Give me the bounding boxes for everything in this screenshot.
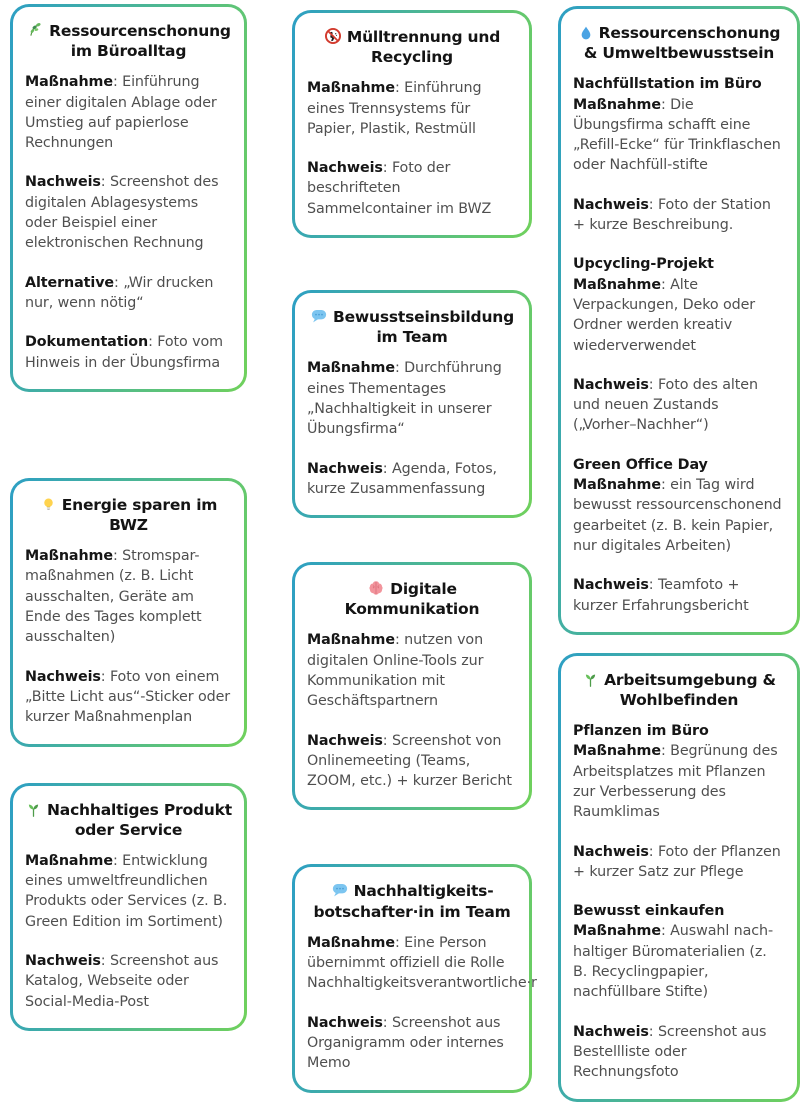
card-paragraph: Nachweis: Screenshot aus Bestellliste oder Rechnungsfoto (573, 1023, 767, 1081)
card-paragraph: Dokumentation: Foto vom Hinweis in der Übungsfirma (25, 334, 223, 371)
card-paragraph: Alternative: „Wir drucken nur, wenn nötig“ (25, 274, 214, 311)
card-title-text: Energie sparen im BWZ (61, 495, 218, 534)
lightbulb-icon (40, 496, 57, 513)
no-littering-icon (324, 27, 342, 45)
card-paragraph: Nachweis: Screenshot des digitalen Ablagesystems oder Beispiel einer elektronischen Rechnung (25, 174, 219, 252)
card-paragraph: Nachweis: Foto des alten und neuen Zustands („Vorher–Nachher“) (573, 376, 758, 434)
card-paragraph: Green Office Day Maßnahme: ein Tag wird bewusst ressourcenschonend gearbeitet (z. B. kein Papier, nur digitales Arbeiten) (573, 456, 782, 554)
column-left (10, 4, 247, 1031)
card-paragraph: Nachweis: Foto der beschrifteten Sammelcontainer im BWZ (307, 160, 492, 217)
speech-bubble-icon (331, 881, 349, 899)
card-paragraph: Nachweis: Foto der Station + kurze Beschreibung. (573, 196, 771, 234)
card-paragraph: Maßnahme: Einführung eines Trennsystems für Papier, Plastik, Restmüll (307, 80, 482, 137)
column-right (558, 6, 800, 1102)
card-title (307, 307, 517, 347)
card-paragraph: Nachweis: Screenshot aus Katalog, Webseite oder Social-Media-Post (25, 952, 219, 1010)
card-bewusstseinsbildung-team (292, 290, 532, 518)
speech-bubble-icon (310, 307, 328, 325)
card-arbeitsumgebung-wohlbefinden (558, 653, 800, 1102)
card-paragraph: Nachfüllstation im Büro Maßnahme: Die Übungsfirma schafft eine „Refill-Ecke“ für Trinkflaschen oder Nachfüll-stifte (573, 76, 781, 174)
card-paragraph: Bewusst einkaufen Maßnahme: Auswahl nach-haltiger Büromaterialien (z. B. Recyclingpapier, nachfüllbare Stifte) (573, 903, 774, 1001)
card-paragraph: Nachweis: Foto der Pflanzen + kurzer Satz zur Pflege (573, 843, 781, 880)
card-title (25, 21, 232, 61)
card-title (573, 670, 785, 710)
card-muelltrennung-recycling (292, 10, 532, 238)
card-title (25, 495, 232, 535)
card-title-text: Bewusstseinsbildung im Team (332, 308, 515, 347)
card-title-text: Ressourcenschonung & Umweltbewusstsein (583, 24, 781, 63)
card-paragraph: Maßnahme: Durchführung eines Thementages „Nachhaltigkeit in unserer Übungsfirma“ (307, 360, 502, 438)
card-paragraph: Nachweis: Foto von einem „Bitte Licht aus“-Sticker oder kurzer Maßnahmenplan (25, 668, 231, 726)
card-ressourcenschonung-umweltbewusstsein (558, 6, 800, 635)
seedling-icon (25, 801, 42, 818)
card-energie-sparen-bwz (10, 478, 247, 747)
droplet-icon (578, 25, 594, 41)
card-title-text: Mülltrennung und Recycling (346, 28, 501, 67)
card-paragraph: Maßnahme: Entwicklung eines umweltfreundlichen Produkts oder Services (z. B. Green Edition im Sortiment) (25, 852, 228, 930)
card-nachhaltiges-produkt-service (10, 783, 247, 1031)
card-title (25, 800, 232, 840)
card-title-text: Nachhaltiges Produkt oder Service (47, 800, 232, 839)
column-middle (292, 10, 537, 1093)
brain-icon (367, 579, 385, 597)
card-paragraph: Nachweis: Screenshot aus Organigramm oder internes Memo (307, 1014, 504, 1072)
card-paragraph: Nachweis: Screenshot von Onlinemeeting (Teams, ZOOM, etc.) + kurzer Bericht (307, 732, 512, 790)
herb-icon (26, 21, 44, 39)
card-paragraph: Nachweis: Teamfoto + kurzer Erfahrungsbericht (573, 577, 749, 614)
card-title-text: Arbeitsumgebung & Wohlbefinden (604, 670, 776, 709)
card-title (307, 579, 517, 619)
card-title (573, 23, 785, 63)
card-paragraph: Upcycling-Projekt Maßnahme: Alte Verpackungen, Deko oder Ordner werden kreativ wiederverwendet (573, 256, 756, 354)
card-paragraph: Maßnahme: Stromspar-maßnahmen (z. B. Licht ausschalten, Geräte am Ende des Tages komplett ausschalten) (25, 548, 202, 646)
card-digitale-kommunikation (292, 562, 532, 810)
card-title (307, 27, 517, 67)
card-title-text: Ressourcenschonung im Büroalltag (49, 22, 231, 61)
card-paragraph: Maßnahme: nutzen von digitalen Online-Tools zur Kommunikation mit Geschäftspartnern (307, 632, 484, 710)
card-title-text: Nachhaltigkeits-botschafter·in im Team (313, 882, 511, 921)
card-paragraph: Maßnahme: Einführung einer digitalen Ablage oder Umstieg auf papierlose Rechnungen (25, 74, 217, 152)
card-title (307, 881, 517, 921)
card-nachhaltigkeitsbotschafter-team (292, 864, 537, 1092)
card-paragraph: Maßnahme: Eine Person übernimmt offiziell die Rolle Nachhaltigkeitsverantwortliche·r (307, 934, 537, 992)
seedling-icon (582, 671, 599, 688)
card-paragraph: Pflanzen im Büro Maßnahme: Begrünung des Arbeitsplatzes mit Pflanzen zur Verbesserung des Raumklimas (573, 723, 778, 821)
card-paragraph: Nachweis: Agenda, Fotos, kurze Zusammenfassung (307, 460, 497, 497)
card-title-text: Digitale Kommunikation (344, 580, 480, 619)
card-ressourcenschonung-bueroalltag (10, 4, 247, 392)
